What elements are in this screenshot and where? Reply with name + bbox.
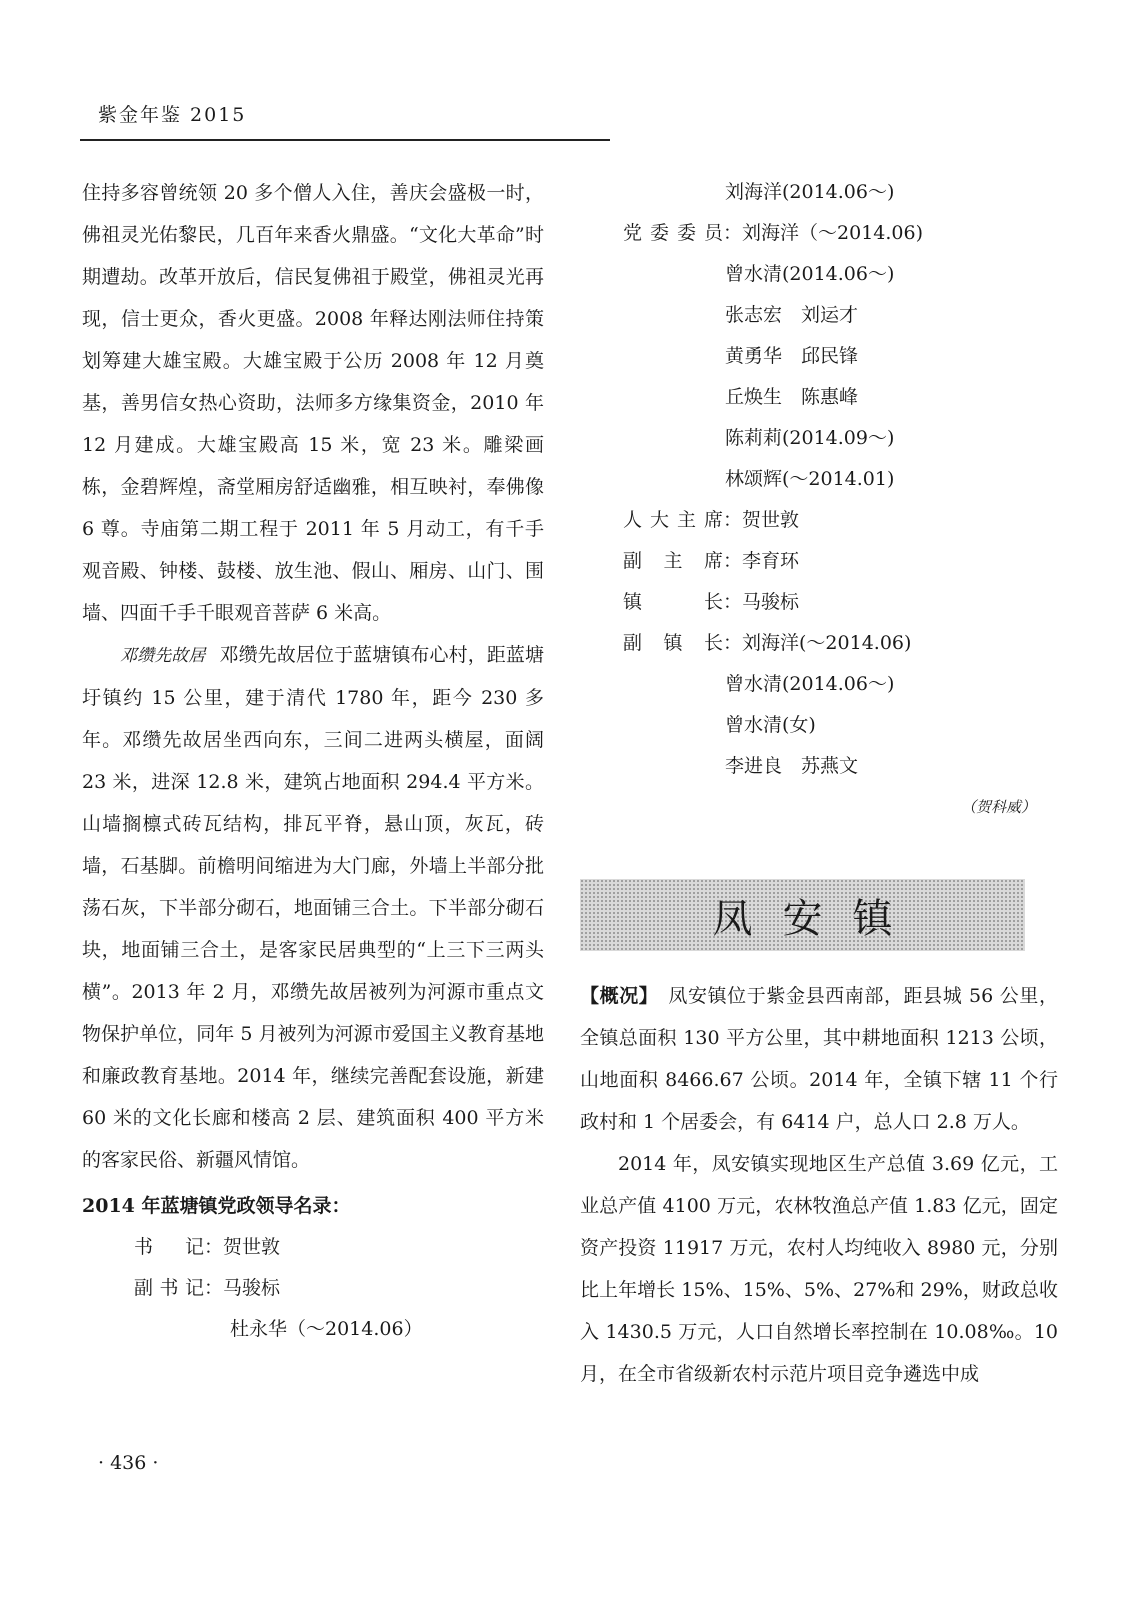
right-column: [580, 172, 1058, 1395]
deputy-secretary-row: 副书记：马骏标: [134, 1268, 544, 1309]
committee-name-2: 曾水清(2014.06～): [725, 263, 895, 285]
deputy-secretary-label: 副书记: [134, 1277, 204, 1299]
header-rule: [80, 139, 610, 141]
overview-tag: 【概况】: [580, 985, 659, 1007]
author-credit: （贺科威）: [960, 798, 1036, 816]
vice-chair-name: 李育环: [742, 550, 800, 572]
party-secretary-row: 书记：贺世敦: [134, 1227, 544, 1268]
deputy-secretary-name-3: 刘海洋(2014.06～): [725, 181, 895, 203]
deputy-mayor-label: 副镇长: [623, 632, 723, 654]
economy-paragraph: 2014 年，凤安镇实现地区生产总值 3.69 亿元，工业总产值 4100 万元，农林牧渔总产值 1.83 亿元，固定资产投资 11917 万元，农村人均纯收入 8980 元，分别比上年增长 15%、15%、5%、27%和 29%，财政总收入 1430.5 万元，人口自然增长率控制在 10.08‰。10 月，在全市省级新农村示范片项目竞争遴选中成: [580, 1153, 1058, 1385]
overview-paragraph: [580, 975, 1058, 1143]
left-column: [82, 172, 544, 1350]
congress-chair-name: 贺世敦: [742, 509, 800, 531]
mayor-label: 镇长: [623, 591, 723, 613]
section-title: 凤安镇: [712, 895, 923, 942]
former-residence-keyword: 邓缵先故居: [120, 646, 206, 666]
overview-text: 凤安镇位于紫金县西南部，距县城 56 公里，全镇总面积 130 平方公里，其中耕地面积 1213 公顷，山地面积 8466.67 公顷。2014 年，全镇下辖 11 个行政村和 1 个居委会，有 6414 户，总人口 2.8 万人。: [580, 985, 1058, 1133]
deputy-mayor-row: 副镇长：刘海洋(～2014.06): [623, 623, 1058, 664]
deputy-mayor-name-3: 曾水清(女): [725, 714, 816, 736]
committee-name-4: 黄勇华 邱民锋: [725, 345, 859, 367]
vice-chair-label: 副主席: [623, 550, 723, 572]
congress-chair-label: 人大主席: [623, 509, 723, 531]
committee-name-3: 张志宏 刘运才: [725, 304, 859, 326]
running-header: 紫金年鉴 2015: [98, 104, 247, 126]
committee-label: 党委委员: [623, 222, 723, 244]
page-number: · 436 ·: [98, 1452, 159, 1474]
congress-chair-row: 人大主席：贺世敦: [623, 500, 1058, 541]
mayor-name: 马骏标: [742, 591, 800, 613]
deputy-mayor-name-1: 刘海洋(～2014.06): [742, 632, 912, 654]
former-residence-paragraph: [82, 634, 544, 1181]
temple-paragraph: 住持多容曾统领 20 多个僧人入住，善庆会盛极一时，佛祖灵光佑黎民，几百年来香火鼎盛。“文化大革命”时期遭劫。改革开放后，信民复佛祖于殿堂，佛祖灵光再现，信士更众，香火更盛。2008 年释达刚法师住持策划筹建大雄宝殿。大雄宝殿于公历 2008 年 12 月奠基，善男信女热心资助，法师多方缘集资金，2010 年 12 月建成。大雄宝殿高 15 米，宽 23 米。雕梁画栋，金碧辉煌，斋堂厢房舒适幽雅，相互映衬，奉佛像 6 尊。寺庙第二期工程于 2011 年 5 月动工，有千手观音殿、钟楼、鼓楼、放生池、假山、厢房、山门、围墙、四面千手千眼观音菩萨 6 米高。: [82, 182, 544, 624]
committee-name-6: 陈莉莉(2014.09～): [725, 427, 895, 449]
mayor-row: 镇长：马骏标: [623, 582, 1058, 623]
deputy-secretary-name-1: 马骏标: [223, 1277, 281, 1299]
vice-chair-row: 副主席：李育环: [623, 541, 1058, 582]
former-residence-text: 邓缵先故居位于蓝塘镇布心村，距蓝塘圩镇约 15 公里，建于清代 1780 年，距今 230 多年。邓缵先故居坐西向东，三间二进两头横屋，面阔 23 米，进深 12.8 米，建筑占地面积 294.4 平方米。山墙搁檩式砖瓦结构，排瓦平脊，悬山顶，灰瓦，砖墙，石基脚。前檐明间缩进为大门廊，外墙上半部分批荡石灰，下半部分砌石，地面铺三合土。下半部分砌石块，地面铺三合土，是客家民居典型的“上三下三两头横”。2013 年 2 月，邓缵先故居被列为河源市重点文物保护单位，同年 5 月被列为河源市爱国主义教育基地和廉政教育基地。2014 年，继续完善配套设施，新建 60 米的文化长廊和楼高 2 层、建筑面积 400 平方米的客家民俗、新疆风情馆。: [82, 644, 544, 1171]
committee-name-1: 刘海洋（～2014.06): [742, 222, 923, 244]
party-secretary-name: 贺世敦: [223, 1236, 281, 1258]
committee-name-5: 丘焕生 陈惠峰: [725, 386, 859, 408]
leaders-heading: 2014 年蓝塘镇党政领导名录：: [82, 1195, 351, 1217]
committee-name-7: 林颂辉(～2014.01): [725, 468, 895, 490]
deputy-secretary-name-2: 杜永华（～2014.06）: [230, 1318, 423, 1340]
party-secretary-label: 书记: [134, 1236, 204, 1258]
committee-row: 党委委员：刘海洋（～2014.06): [623, 213, 1058, 254]
deputy-mayor-name-2: 曾水清(2014.06～): [725, 673, 895, 695]
deputy-mayor-name-4: 李进良 苏燕文: [725, 755, 859, 777]
section-title-banner: [580, 879, 1025, 951]
